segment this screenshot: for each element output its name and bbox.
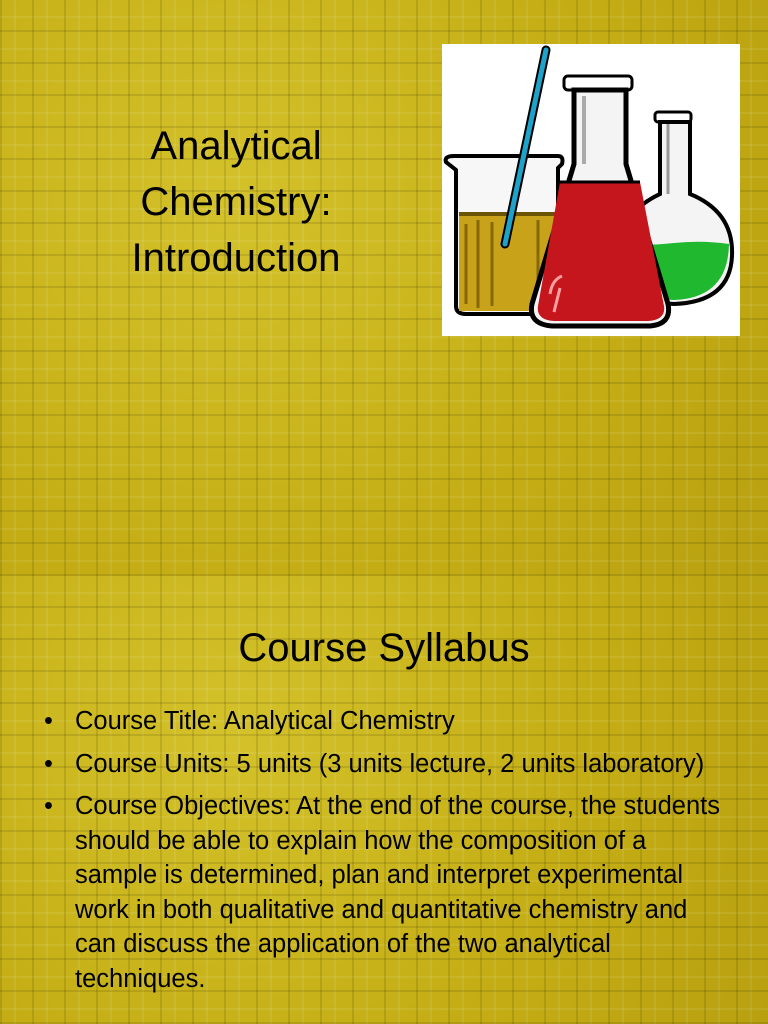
title-line: Introduction xyxy=(131,236,341,280)
bullet-icon: • xyxy=(44,792,53,820)
list-item xyxy=(44,747,734,782)
bullet-icon: • xyxy=(44,707,53,735)
lab-glassware-icon xyxy=(442,44,740,336)
slide-title-heading xyxy=(70,118,402,286)
list-item-text: Course Units: 5 units (3 units lecture, 2 units laboratory) xyxy=(75,749,705,778)
slide-syllabus-heading: Course Syllabus xyxy=(238,626,530,670)
title-line: Chemistry: xyxy=(140,180,332,224)
syllabus-bullet-list xyxy=(44,704,734,1004)
list-item-text: Course Objectives: At the end of the course, the students should be able to explain how the composition of a sample is determined, plan and interpret experimental work in both qualitative and quantitative chemistry and can discuss the application of the two analytical techniques. xyxy=(75,792,720,993)
title-line: Analytical xyxy=(150,124,322,168)
list-item-text: Course Title: Analytical Chemistry xyxy=(75,707,455,735)
list-item xyxy=(44,704,734,739)
slide-syllabus xyxy=(0,576,768,1024)
list-item xyxy=(44,789,734,996)
bullet-icon: • xyxy=(44,749,53,778)
